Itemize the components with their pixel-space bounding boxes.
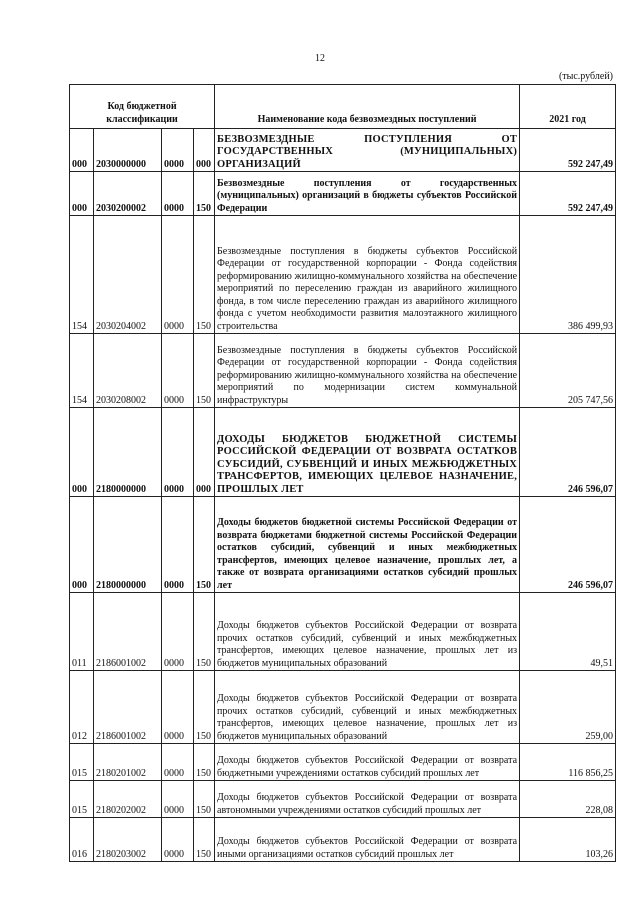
- subtype-code-cell: 0000: [162, 781, 194, 818]
- subtype-code-cell: 0000: [162, 129, 194, 172]
- subtype-code-cell: 0000: [162, 172, 194, 216]
- income-name-cell: Доходы бюджетов субъектов Российской Федерации от возврата автономными учреждениями остатков субсидий прошлых лет: [215, 781, 520, 818]
- page-number: 12: [315, 53, 325, 64]
- admin-code-cell: 011: [70, 593, 94, 671]
- amount-cell: 116 856,25: [520, 744, 616, 781]
- subtype-code-cell: 0000: [162, 818, 194, 862]
- income-code-cell: 2030204002: [94, 216, 162, 334]
- kind-code-cell: 150: [194, 818, 215, 862]
- amount-cell: 228,08: [520, 781, 616, 818]
- admin-code-cell: 000: [70, 408, 94, 497]
- income-code-cell: 2180202002: [94, 781, 162, 818]
- kind-code-cell: 000: [194, 129, 215, 172]
- table-row: [70, 172, 616, 216]
- income-name-cell: Доходы бюджетов субъектов Российской Федерации от возврата иными организациями остатков субсидий прошлых лет: [215, 818, 520, 862]
- kind-code-cell: 150: [194, 497, 215, 593]
- subtype-code-cell: 0000: [162, 671, 194, 744]
- subtype-code-cell: 0000: [162, 216, 194, 334]
- kind-code-cell: 150: [194, 671, 215, 744]
- amount-cell: 246 596,07: [520, 408, 616, 497]
- subtype-code-cell: 0000: [162, 334, 194, 408]
- header-name: Наименование кода безвозмездных поступлений: [215, 85, 520, 129]
- table-row: [70, 781, 616, 818]
- admin-code-cell: 015: [70, 744, 94, 781]
- admin-code-cell: 154: [70, 334, 94, 408]
- admin-code-cell: 154: [70, 216, 94, 334]
- subtype-code-cell: 0000: [162, 408, 194, 497]
- table-row: [70, 744, 616, 781]
- admin-code-cell: 015: [70, 781, 94, 818]
- income-name-cell: Доходы бюджетов субъектов Российской Федерации от возврата бюджетными учреждениями остатков субсидий прошлых лет: [215, 744, 520, 781]
- income-code-cell: 2180203002: [94, 818, 162, 862]
- amount-cell: 49,51: [520, 593, 616, 671]
- table-row: [70, 408, 616, 497]
- admin-code-cell: 016: [70, 818, 94, 862]
- income-name-cell: Доходы бюджетов бюджетной системы Российской Федерации от возврата бюджетами бюджетной системы Российской Федерации остатков субсидий, субвенций и иных межбюджетных трансфертов, имеющих целевое назначение, прошлых лет, а также от возврата организациями остатков субсидий прошлых лет: [215, 497, 520, 593]
- units-label: (тыс.рублей): [558, 71, 613, 82]
- amount-cell: 386 499,93: [520, 216, 616, 334]
- income-name-cell: ДОХОДЫ БЮДЖЕТОВ БЮДЖЕТНОЙ СИСТЕМЫ РОССИЙСКОЙ ФЕДЕРАЦИИ ОТ ВОЗВРАТА ОСТАТКОВ СУБСИДИЙ, СУБВЕНЦИЙ И ИНЫХ МЕЖБЮДЖЕТНЫХ ТРАНСФЕРТОВ, ИМЕЮЩИХ ЦЕЛЕВОЕ НАЗНАЧЕНИЕ, ПРОШЛЫХ ЛЕТ: [215, 408, 520, 497]
- income-code-cell: 2180201002: [94, 744, 162, 781]
- table-row: [70, 671, 616, 744]
- income-name-cell: Безвозмездные поступления от государственных (муниципальных) организаций в бюджеты субъектов Российской Федерации: [215, 172, 520, 216]
- income-code-cell: 2030200002: [94, 172, 162, 216]
- income-code-cell: 2180000000: [94, 497, 162, 593]
- admin-code-cell: 000: [70, 497, 94, 593]
- table-row: [70, 497, 616, 593]
- budget-table: [69, 84, 616, 862]
- income-name-cell: Доходы бюджетов субъектов Российской Федерации от возврата прочих остатков субсидий, субвенций и иных межбюджетных трансфертов, имеющих целевое назначение, прошлых лет из бюджетов муниципальных образований: [215, 671, 520, 744]
- amount-cell: 592 247,49: [520, 129, 616, 172]
- income-code-cell: 2186001002: [94, 593, 162, 671]
- table-row: [70, 129, 616, 172]
- income-code-cell: 2180000000: [94, 408, 162, 497]
- table-row: [70, 818, 616, 862]
- admin-code-cell: 012: [70, 671, 94, 744]
- income-name-cell: Безвозмездные поступления в бюджеты субъектов Российской Федерации от государственной корпорации - Фонда содействия реформированию жилищно-коммунального хозяйства на обеспечение мероприятий по модернизации систем коммунальной инфраструктуры: [215, 334, 520, 408]
- income-name-cell: Доходы бюджетов субъектов Российской Федерации от возврата прочих остатков субсидий, субвенций и иных межбюджетных трансфертов, имеющих целевое назначение, прошлых лет из бюджетов муниципальных образований: [215, 593, 520, 671]
- admin-code-cell: 000: [70, 172, 94, 216]
- kind-code-cell: 150: [194, 593, 215, 671]
- income-code-cell: 2030208002: [94, 334, 162, 408]
- header-year: 2021 год: [520, 85, 616, 129]
- subtype-code-cell: 0000: [162, 744, 194, 781]
- kind-code-cell: 150: [194, 216, 215, 334]
- kind-code-cell: 150: [194, 781, 215, 818]
- subtype-code-cell: 0000: [162, 497, 194, 593]
- kind-code-cell: 000: [194, 408, 215, 497]
- income-name-cell: Безвозмездные поступления в бюджеты субъектов Российской Федерации от государственной корпорации - Фонда содействия реформированию жилищно-коммунального хозяйства на обеспечение мероприятий по переселению граждан из аварийного жилищного фонда, в том числе переселению граждан из аварийного жилищного фонда с учетом необходимости развития малоэтажного жилищного строительства: [215, 216, 520, 334]
- kind-code-cell: 150: [194, 744, 215, 781]
- amount-cell: 259,00: [520, 671, 616, 744]
- table-row: [70, 593, 616, 671]
- subtype-code-cell: 0000: [162, 593, 194, 671]
- amount-cell: 246 596,07: [520, 497, 616, 593]
- table-row: [70, 216, 616, 334]
- income-code-cell: 2186001002: [94, 671, 162, 744]
- amount-cell: 103,26: [520, 818, 616, 862]
- income-code-cell: 2030000000: [94, 129, 162, 172]
- amount-cell: 592 247,49: [520, 172, 616, 216]
- admin-code-cell: 000: [70, 129, 94, 172]
- amount-cell: 205 747,56: [520, 334, 616, 408]
- kind-code-cell: 150: [194, 172, 215, 216]
- table-header-row: [70, 85, 616, 129]
- income-name-cell: БЕЗВОЗМЕЗДНЫЕ ПОСТУПЛЕНИЯ ОТ ГОСУДАРСТВЕННЫХ (МУНИЦИПАЛЬНЫХ) ОРГАНИЗАЦИЙ: [215, 129, 520, 172]
- header-code: Код бюджетной классификации: [70, 85, 215, 129]
- kind-code-cell: 150: [194, 334, 215, 408]
- table-row: [70, 334, 616, 408]
